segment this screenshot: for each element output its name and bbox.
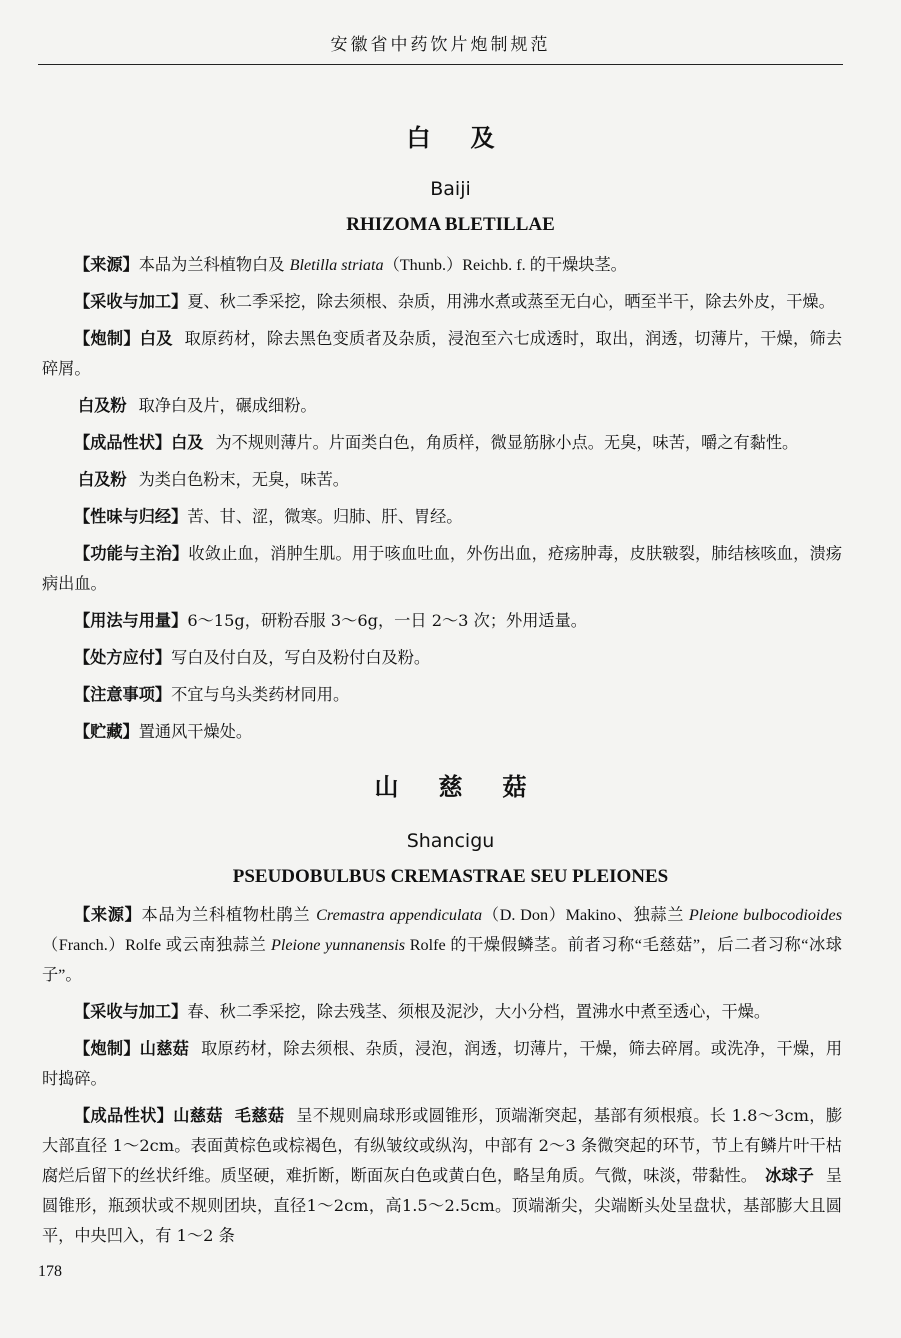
entry2-processing: 【炮制】山慈菇 取原药材，除去须根、杂质，浸泡，润透，切薄片，干燥，筛去碎屑。或洗净，干燥，用时捣碎。 bbox=[42, 1039, 843, 1088]
page-number: 178 bbox=[38, 1263, 62, 1280]
entry1-harvest: 【采收与加工】夏、秋二季采挖，除去须根、杂质，用沸水煮或蒸至无白心，晒至半干，除去外皮，干燥。 bbox=[74, 292, 835, 311]
entry2-body bbox=[42, 900, 842, 1258]
entry1-pinyin: Baiji bbox=[430, 178, 471, 200]
entry2-traits: 【成品性状】山慈菇 毛慈菇 呈不规则扁球形或圆锥形，顶端渐突起，基部有须根痕。长 1.8～3cm，膨大部直径 1～2cm。表面黄棕色或棕褐色，有纵皱纹或纵沟，中部有 2～3 条微突起的环节，节上有鳞片叶干枯腐烂后留下的丝状纤维。质坚硬，难折断，断面灰白色或黄白色，略呈角质。气微，味淡，带黏性。 冰球子 呈圆锥形，瓶颈状或不规则团块，直径1～2cm，高1.5～2.5cm。顶端渐尖，尖端断头处呈盘状，基部膨大且圆平，中央凹入，有 1～2 条 bbox=[42, 1106, 843, 1245]
entry2-title: 山慈菇 bbox=[374, 772, 567, 801]
entry1-caution: 【注意事项】不宜与乌头类药材同用。 bbox=[74, 685, 350, 704]
entry1-function: 【功能与主治】收敛止血，消肿生肌。用于咳血吐血，外伤出血，疮疡肿毒，皮肤皲裂，肺结核咳血，溃疡病出血。 bbox=[42, 544, 842, 593]
header-rule bbox=[38, 64, 843, 65]
entry2-pinyin: Shancigu bbox=[406, 830, 495, 852]
entry1-title: 白及 bbox=[406, 123, 535, 152]
entry1-processing-powder: 白及粉 取净白及片，碾成细粉。 bbox=[78, 396, 317, 415]
entry1-traits: 【成品性状】白及 为不规则薄片。片面类白色，角质样，微显筋脉小点。无臭，味苦，嚼之有黏性。 bbox=[74, 433, 799, 452]
entry1-nature: 【性味与归经】苦、甘、涩，微寒。归肺、肝、胃经。 bbox=[74, 507, 463, 526]
entry1-latin-name: RHIZOMA BLETILLAE bbox=[346, 214, 555, 235]
entry2-latin-name: PSEUDOBULBUS CREMASTRAE SEU PLEIONES bbox=[232, 866, 669, 887]
entry1-prescription: 【处方应付】写白及付白及，写白及粉付白及粉。 bbox=[74, 648, 431, 667]
entry1-usage: 【用法与用量】6～15g，研粉吞服 3～6g，一日 2～3 次；外用适量。 bbox=[74, 611, 587, 630]
entry2-source: 【来源】本品为兰科植物杜鹃兰 Cremastra appendiculata（D. Don）Makino、独蒜兰 Pleione bulbocodioides（Franch.）Rolfe 或云南独蒜兰 Pleione yunnanensis Rolfe 的干燥假鳞茎。前者习称“毛慈菇”，后二者习称“冰球子”。 bbox=[42, 905, 842, 984]
entry2-harvest: 【采收与加工】春、秋二季采挖，除去残茎、须根及泥沙，大小分档，置沸水中煮至透心，干燥。 bbox=[74, 1002, 771, 1021]
entry1-body bbox=[42, 250, 842, 754]
entry1-processing: 【炮制】白及 取原药材，除去黑色变质者及杂质，浸泡至六七成透时，取出，润透，切薄片，干燥，筛去碎屑。 bbox=[42, 329, 843, 378]
entry1-source: 【来源】本品为兰科植物白及 Bletilla striata（Thunb.）Reichb. f. 的干燥块茎。 bbox=[74, 255, 627, 274]
entry1-traits-powder: 白及粉 为类白色粉末，无臭，味苦。 bbox=[78, 470, 349, 489]
entry1-storage: 【贮藏】置通风干燥处。 bbox=[74, 722, 253, 741]
running-head: 安徽省中药饮片炮制规范 bbox=[330, 35, 551, 55]
